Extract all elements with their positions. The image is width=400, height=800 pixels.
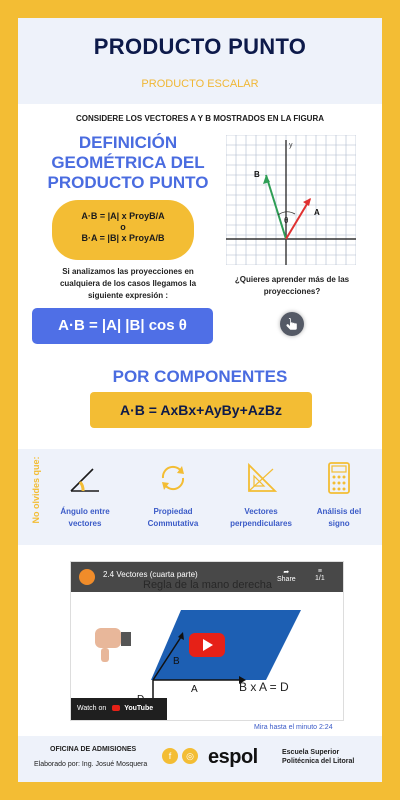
page-title: PRODUCTO PUNTO: [93, 34, 307, 59]
office-label: OFICINA DE ADMISIONES: [50, 746, 137, 753]
definition-title-line: PRODUCTO PUNTO: [47, 173, 209, 192]
label-a: A: [314, 208, 320, 217]
watch-on-youtube-button[interactable]: [71, 698, 167, 720]
tip-angle[interactable]: [50, 461, 120, 530]
plane-shape: [151, 610, 301, 680]
projections-link-button[interactable]: [280, 312, 304, 336]
playlist-icon: ≡: [317, 568, 322, 575]
watch-on-label: Watch on: [77, 705, 107, 712]
explanation-line: Si analizamos las proyecciones en: [62, 267, 194, 276]
facebook-icon[interactable]: f: [162, 748, 178, 764]
playlist-button[interactable]: [315, 568, 325, 582]
footer: [18, 736, 382, 782]
author-label: Elaborado por: Ing. Josué Mosquera: [34, 761, 148, 768]
cycle-arrows-icon: [155, 461, 191, 495]
school-name: [282, 748, 354, 766]
calculator-icon: [321, 461, 357, 495]
projections-question: [228, 274, 356, 298]
tip-label-line: Commutativa: [147, 519, 199, 528]
y-axis-label: y: [289, 142, 293, 149]
share-arrow-icon: ➦: [283, 569, 290, 576]
minute-note: Mira hasta el minuto 2:24: [254, 724, 333, 731]
tip-label-line: signo: [328, 519, 350, 528]
tip-label-line: Propiedad: [153, 507, 193, 516]
espol-logo: espol: [208, 746, 258, 768]
definition-title-line: GEOMÉTRICA DEL: [51, 153, 205, 172]
formula-b-a: B·A = |B| x ProyA/B: [81, 233, 165, 243]
theta-label: θ: [284, 216, 289, 225]
projection-explanation: [40, 266, 216, 302]
vectors-figure: [226, 135, 356, 265]
video-title[interactable]: 2.4 Vectores (cuarta parte): [103, 570, 198, 579]
playlist-count: 1/1: [315, 575, 325, 582]
definition-title-line: DEFINICIÓN: [78, 133, 178, 152]
instagram-icon[interactable]: ◎: [182, 748, 198, 764]
reminders-band: [18, 449, 382, 545]
set-square-icon: [243, 461, 279, 495]
play-button[interactable]: [189, 633, 225, 657]
consider-text: CONSIDERE LOS VECTORES A Y B MOSTRADOS EN LA FIGURA: [75, 114, 325, 123]
video-label-b: B: [173, 656, 180, 667]
tip-label-line: Análisis del: [316, 507, 362, 516]
video-embed[interactable]: [70, 561, 344, 721]
page-subtitle: PRODUCTO ESCALAR: [141, 78, 259, 90]
video-label-a: A: [191, 684, 198, 695]
reminders-label: No olvides que:: [31, 456, 41, 524]
tip-label-line: Ángulo entre: [60, 507, 110, 516]
share-label: Share: [277, 576, 296, 583]
tip-perpendicular[interactable]: [226, 461, 296, 530]
angle-icon: [67, 461, 103, 495]
dot-product-expression: A·B = |A| |B| cos θ: [32, 308, 213, 344]
video-title-bar: [71, 562, 343, 592]
projection-formula-box: [52, 200, 194, 260]
question-line: ¿Quieres aprender más de las: [234, 275, 350, 284]
header: [18, 18, 382, 104]
formula-separator: o: [120, 222, 126, 232]
youtube-label: YouTube: [124, 705, 154, 712]
youtube-logo-icon: [112, 705, 120, 711]
tip-label: [226, 506, 296, 530]
formula-a-b: A·B = |A| x ProyB/A: [81, 211, 165, 221]
channel-logo[interactable]: [79, 569, 95, 585]
hand-pointer-icon: [280, 312, 304, 336]
tip-label-line: Vectores: [244, 507, 278, 516]
explanation-line: cualquiera de los casos llegamos la: [59, 279, 197, 288]
tip-commutative[interactable]: [138, 461, 208, 530]
tip-label-line: vectores: [68, 519, 102, 528]
label-b: B: [254, 170, 260, 179]
tip-label-line: perpendiculares: [230, 519, 292, 528]
tip-label: [304, 506, 374, 530]
video-equation: B x A = D: [239, 680, 289, 694]
explanation-line: siguiente expresión :: [87, 291, 169, 300]
infographic-panel: [18, 18, 382, 782]
thumbs-down-icon: [95, 628, 131, 662]
share-button[interactable]: [277, 568, 296, 583]
tip-label: [138, 506, 208, 530]
school-name-line: Escuela Superior: [282, 749, 340, 756]
components-formula: A·B = AxBx+AyBy+AzBz: [90, 392, 312, 428]
school-name-line: Politécnica del Litoral: [282, 758, 355, 765]
question-line: proyecciones?: [263, 287, 321, 296]
tip-label: [50, 506, 120, 530]
components-title: POR COMPONENTES: [112, 367, 288, 386]
definition-title: [38, 133, 218, 193]
tip-sign[interactable]: [304, 461, 374, 530]
